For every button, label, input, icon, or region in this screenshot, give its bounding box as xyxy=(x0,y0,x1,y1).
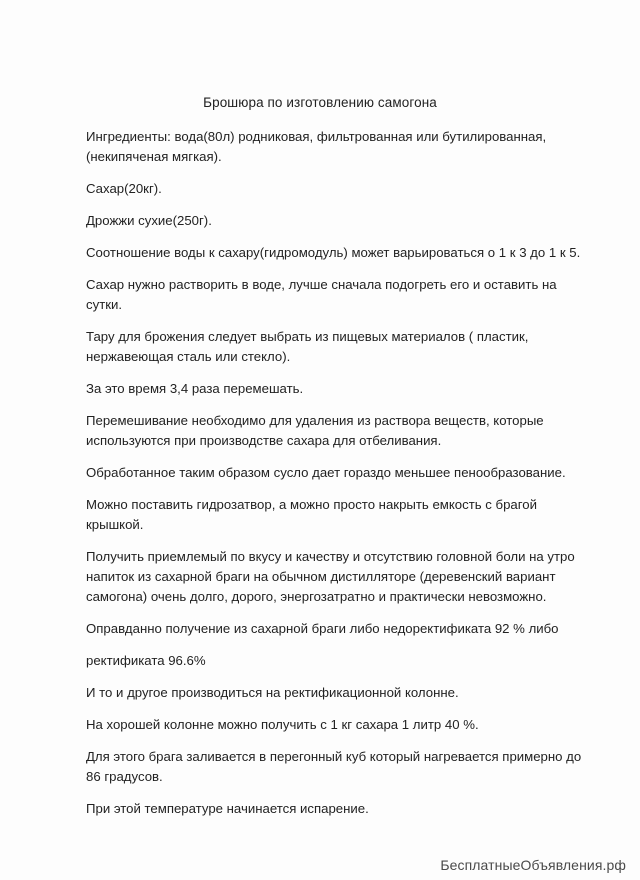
paragraph-airlock: Можно поставить гидрозатвор, а можно просто накрыть емкость с брагой крышкой. xyxy=(86,497,537,532)
paragraph-justified: Оправданно получение из сахарной браги либо недоректификата 92 % либо xyxy=(86,621,559,636)
paragraph-column: И то и другое производиться на ректификационной колонне. xyxy=(86,685,459,700)
paragraph-stir-purpose: Перемешивание необходимо для удаления из раствора веществ, которые используются при производстве сахара для отбеливания. xyxy=(86,413,544,448)
document-title: Брошюра по изготовлению самогона xyxy=(203,95,437,110)
paragraph-ingredients: Ингредиенты: вода(80л) родниковая, фильтрованная или бутилированная, (некипяченая мягкая). xyxy=(86,129,547,164)
paragraph-sugar: Сахар(20кг). xyxy=(86,181,162,196)
paragraph-ratio: Соотношение воды к сахару(гидромодуль) может варьироваться о 1 к 3 до 1 к 5. xyxy=(86,245,581,260)
paragraph-foam: Обработанное таким образом сусло дает гораздо меньшее пенообразование. xyxy=(86,465,566,480)
document-body xyxy=(86,127,606,831)
paragraph-quality: Получить приемлемый по вкусу и качеству и отсутствию головной боли на утро напиток из сахарной браги на обычном дистилляторе (деревенский вариант самогона) очень долго, дорого, энергозатратно и практически невозможно. xyxy=(86,549,575,604)
paragraph-heating: Для этого брага заливается в перегонный куб который нагревается примерно до 86 градусов. xyxy=(86,749,582,784)
paragraph-yeast: Дрожжи сухие(250г). xyxy=(86,213,212,228)
paragraph-evaporation: При этой температуре начинается испарение. xyxy=(86,801,369,816)
paragraph-stir: За это время 3,4 раза перемешать. xyxy=(86,381,304,396)
watermark: БесплатныеОбъявления.рф xyxy=(440,857,626,873)
paragraph-yield: На хорошей колонне можно получить с 1 кг сахара 1 литр 40 %. xyxy=(86,717,479,732)
paragraph-container: Тару для брожения следует выбрать из пищевых материалов ( пластик, нержавеющая сталь или стекло). xyxy=(86,329,529,364)
paragraph-dissolve: Сахар нужно растворить в воде, лучше сначала подогреть его и оставить на сутки. xyxy=(86,277,557,312)
paragraph-rectified: ректификата 96.6% xyxy=(86,653,206,668)
